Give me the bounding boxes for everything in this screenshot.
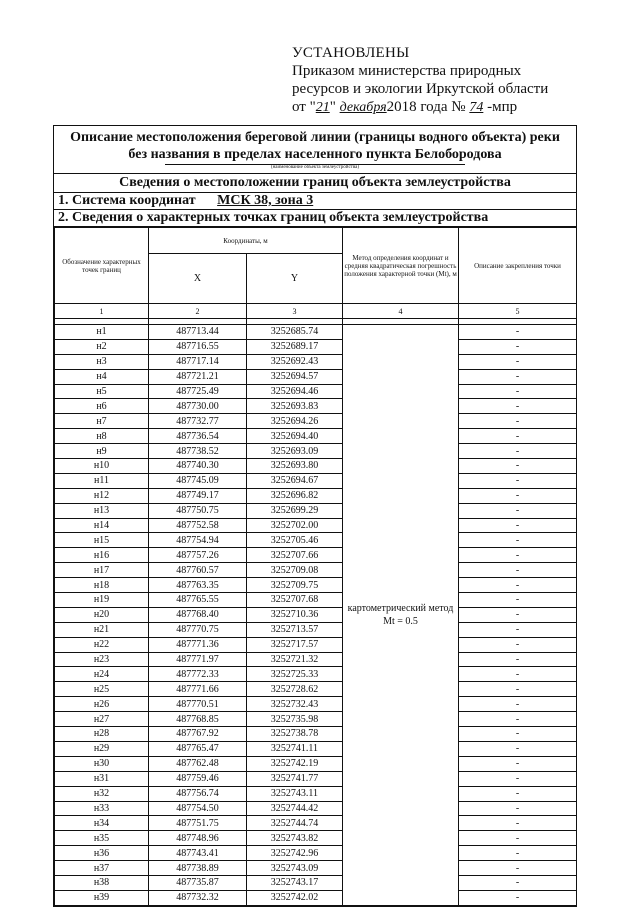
coordinate-y: 3252693.09 [247, 444, 343, 459]
coordinate-y: 3252694.67 [247, 473, 343, 488]
coordinate-y: 3252710.36 [247, 607, 343, 622]
fixing-description: - [459, 563, 577, 578]
header-x: X [149, 254, 247, 304]
date-quote: " [329, 99, 336, 115]
coordinate-x: 487759.46 [149, 771, 247, 786]
document-caption: (наименование объекта землеустройства) [165, 164, 465, 171]
table-row [55, 518, 577, 533]
fixing-description: - [459, 399, 577, 414]
point-id: н19 [55, 593, 149, 608]
point-id: н6 [55, 399, 149, 414]
column-number-1: 1 [55, 304, 149, 319]
coordinate-x: 487730.00 [149, 399, 247, 414]
coordinate-system-value: МСК 38, зона 3 [217, 193, 314, 208]
fixing-description: - [459, 429, 577, 444]
fixing-description: - [459, 488, 577, 503]
coordinate-x: 487732.77 [149, 414, 247, 429]
coordinate-x: 487749.17 [149, 488, 247, 503]
fixing-description: - [459, 697, 577, 712]
points-section-label: 2. Сведения о характерных точках границ объекта землеустройства [54, 210, 576, 227]
coordinate-y: 3252742.19 [247, 756, 343, 771]
fixing-description: - [459, 533, 577, 548]
point-id: н4 [55, 369, 149, 384]
column-number-5: 5 [459, 304, 577, 319]
coordinate-y: 3252742.02 [247, 890, 343, 905]
point-id: н37 [55, 861, 149, 876]
table-row [55, 384, 577, 399]
point-id: н12 [55, 488, 149, 503]
coordinate-x: 487754.94 [149, 533, 247, 548]
coordinate-system-label: 1. Система координат [58, 193, 196, 208]
coordinate-x: 487735.87 [149, 875, 247, 890]
fixing-description: - [459, 518, 577, 533]
point-id: н38 [55, 875, 149, 890]
fixing-description: - [459, 548, 577, 563]
table-row [55, 861, 577, 876]
table-row [55, 816, 577, 831]
table-row [55, 727, 577, 742]
table-row [55, 444, 577, 459]
coordinate-y: 3252732.43 [247, 697, 343, 712]
coordinate-x: 487765.47 [149, 741, 247, 756]
table-row [55, 339, 577, 354]
table-row [55, 786, 577, 801]
header-coordinates: Координаты, м [149, 228, 343, 254]
coordinate-x: 487716.55 [149, 339, 247, 354]
fixing-description: - [459, 771, 577, 786]
point-id: н32 [55, 786, 149, 801]
table-row [55, 548, 577, 563]
method-description: картометрический метод Mt = 0.5 [343, 325, 459, 906]
table-row [55, 429, 577, 444]
coordinate-y: 3252738.78 [247, 727, 343, 742]
table-row [55, 875, 577, 890]
coordinate-y: 3252707.68 [247, 593, 343, 608]
coordinate-y: 3252721.32 [247, 652, 343, 667]
table-row [55, 414, 577, 429]
coordinate-y: 3252743.17 [247, 875, 343, 890]
point-id: н13 [55, 503, 149, 518]
fixing-description: - [459, 384, 577, 399]
point-id: н28 [55, 727, 149, 742]
fixing-description: - [459, 354, 577, 369]
table-row [55, 563, 577, 578]
table-row [55, 593, 577, 608]
coordinate-y: 3252735.98 [247, 712, 343, 727]
coordinate-x: 487757.26 [149, 548, 247, 563]
order-suffix: -мпр [487, 99, 518, 115]
column-number-3: 3 [247, 304, 343, 319]
fixing-description: - [459, 667, 577, 682]
coordinate-x: 487752.58 [149, 518, 247, 533]
fixing-description: - [459, 325, 577, 340]
coordinate-x: 487767.92 [149, 727, 247, 742]
coordinate-y: 3252694.57 [247, 369, 343, 384]
coordinate-y: 3252694.26 [247, 414, 343, 429]
point-id: н15 [55, 533, 149, 548]
fixing-description: - [459, 786, 577, 801]
table-row [55, 831, 577, 846]
document-sheet [53, 125, 577, 907]
coordinate-x: 487771.36 [149, 637, 247, 652]
table-row [55, 622, 577, 637]
fixing-description: - [459, 741, 577, 756]
coordinate-x: 487760.57 [149, 563, 247, 578]
coordinate-y: 3252689.17 [247, 339, 343, 354]
fixing-description: - [459, 473, 577, 488]
table-row [55, 325, 577, 340]
table-row [55, 533, 577, 548]
coordinate-x: 487751.75 [149, 816, 247, 831]
table-row [55, 801, 577, 816]
coordinate-y: 3252744.74 [247, 816, 343, 831]
table-row [55, 741, 577, 756]
table-row [55, 667, 577, 682]
column-number-2: 2 [149, 304, 247, 319]
coordinate-y: 3252709.75 [247, 578, 343, 593]
fixing-description: - [459, 846, 577, 861]
table-row [55, 488, 577, 503]
point-id: н21 [55, 622, 149, 637]
coordinate-y: 3252744.42 [247, 801, 343, 816]
table-row [55, 369, 577, 384]
coordinate-x: 487713.44 [149, 325, 247, 340]
coordinate-y: 3252694.46 [247, 384, 343, 399]
coordinate-y: 3252728.62 [247, 682, 343, 697]
table-row [55, 712, 577, 727]
table-row [55, 846, 577, 861]
point-id: н36 [55, 846, 149, 861]
coordinate-y: 3252743.11 [247, 786, 343, 801]
coordinate-x: 487771.66 [149, 682, 247, 697]
coordinate-y: 3252743.82 [247, 831, 343, 846]
coordinate-x: 487750.75 [149, 503, 247, 518]
point-id: н11 [55, 473, 149, 488]
point-id: н31 [55, 771, 149, 786]
table-row [55, 637, 577, 652]
fixing-description: - [459, 593, 577, 608]
header-method: Метод определения координат и средняя квадратическая погрешность положения характерной точки (Mt), м [343, 228, 459, 304]
coordinate-y: 3252694.40 [247, 429, 343, 444]
point-id: н10 [55, 459, 149, 474]
coordinate-x: 487745.09 [149, 473, 247, 488]
point-id: н14 [55, 518, 149, 533]
point-id: н39 [55, 890, 149, 905]
column-number-4: 4 [343, 304, 459, 319]
point-id: н33 [55, 801, 149, 816]
fixing-description: - [459, 339, 577, 354]
date-day: 21 [315, 100, 330, 115]
coordinate-y: 3252693.80 [247, 459, 343, 474]
point-id: н35 [55, 831, 149, 846]
fixing-description: - [459, 444, 577, 459]
table-row [55, 652, 577, 667]
fixing-description: - [459, 369, 577, 384]
approval-block [292, 44, 592, 117]
points-table [54, 227, 577, 906]
point-id: н5 [55, 384, 149, 399]
point-id: н26 [55, 697, 149, 712]
points-table-body [55, 325, 577, 906]
fixing-description: - [459, 861, 577, 876]
coordinate-x: 487771.97 [149, 652, 247, 667]
point-id: н27 [55, 712, 149, 727]
approval-date-line [292, 98, 592, 117]
coordinate-y: 3252709.08 [247, 563, 343, 578]
coordinate-y: 3252702.00 [247, 518, 343, 533]
coordinate-x: 487756.74 [149, 786, 247, 801]
coordinate-x: 487740.30 [149, 459, 247, 474]
fixing-description: - [459, 727, 577, 742]
table-row [55, 771, 577, 786]
fixing-description: - [459, 503, 577, 518]
point-id: н34 [55, 816, 149, 831]
coordinate-y: 3252693.83 [247, 399, 343, 414]
fixing-description: - [459, 801, 577, 816]
point-id: н16 [55, 548, 149, 563]
coordinate-x: 487772.33 [149, 667, 247, 682]
fixing-description: - [459, 712, 577, 727]
coordinate-x: 487768.40 [149, 607, 247, 622]
point-id: н29 [55, 741, 149, 756]
coordinate-x: 487765.55 [149, 593, 247, 608]
fixing-description: - [459, 637, 577, 652]
fixing-description: - [459, 682, 577, 697]
coordinate-x: 487762.48 [149, 756, 247, 771]
section-title: Сведения о местоположении границ объекта землеустройства [54, 174, 576, 193]
order-number: 74 [469, 100, 484, 115]
coordinate-system-row [54, 193, 576, 210]
coordinate-y: 3252725.33 [247, 667, 343, 682]
coordinate-x: 487725.49 [149, 384, 247, 399]
date-month: декабря [339, 100, 387, 115]
point-id: н23 [55, 652, 149, 667]
table-row [55, 473, 577, 488]
header-y: Y [247, 254, 343, 304]
coordinate-x: 487738.89 [149, 861, 247, 876]
header-point: Обозначение характерных точек границ [55, 228, 149, 304]
point-id: н17 [55, 563, 149, 578]
table-row [55, 459, 577, 474]
point-id: н25 [55, 682, 149, 697]
coordinate-x: 487768.85 [149, 712, 247, 727]
coordinate-y: 3252707.66 [247, 548, 343, 563]
coordinate-y: 3252741.11 [247, 741, 343, 756]
coordinate-y: 3252685.74 [247, 325, 343, 340]
table-row [55, 890, 577, 905]
table-row [55, 399, 577, 414]
fixing-description: - [459, 831, 577, 846]
fixing-description: - [459, 578, 577, 593]
point-id: н3 [55, 354, 149, 369]
coordinate-y: 3252699.29 [247, 503, 343, 518]
point-id: н18 [55, 578, 149, 593]
coordinate-y: 3252705.46 [247, 533, 343, 548]
coordinate-x: 487721.21 [149, 369, 247, 384]
fixing-description: - [459, 875, 577, 890]
fixing-description: - [459, 652, 577, 667]
fixing-description: - [459, 622, 577, 637]
coordinate-x: 487732.32 [149, 890, 247, 905]
coordinate-y: 3252696.82 [247, 488, 343, 503]
coordinate-x: 487743.41 [149, 846, 247, 861]
fixing-description: - [459, 816, 577, 831]
coordinate-y: 3252741.77 [247, 771, 343, 786]
coordinate-y: 3252692.43 [247, 354, 343, 369]
point-id: н24 [55, 667, 149, 682]
point-id: н2 [55, 339, 149, 354]
title-block [54, 126, 576, 174]
date-year: 2018 года № [386, 99, 466, 115]
point-id: н9 [55, 444, 149, 459]
table-row [55, 503, 577, 518]
table-row [55, 607, 577, 622]
point-id: н7 [55, 414, 149, 429]
coordinate-y: 3252713.57 [247, 622, 343, 637]
document-title: Описание местоположения береговой линии (границы водного объекта) реки без названия в пределах населенного пункта Белобородова [70, 130, 560, 162]
fixing-description: - [459, 890, 577, 905]
table-row [55, 578, 577, 593]
coordinate-x: 487717.14 [149, 354, 247, 369]
table-row [55, 354, 577, 369]
table-row [55, 697, 577, 712]
coordinate-y: 3252717.57 [247, 637, 343, 652]
coordinate-x: 487770.51 [149, 697, 247, 712]
coordinate-x: 487754.50 [149, 801, 247, 816]
header-fixing: Описание закрепления точки [459, 228, 577, 304]
coordinate-y: 3252743.09 [247, 861, 343, 876]
approval-order-line: Приказом министерства природных [292, 63, 522, 79]
table-row [55, 756, 577, 771]
table-row [55, 682, 577, 697]
coordinate-x: 487736.54 [149, 429, 247, 444]
coordinate-x: 487763.35 [149, 578, 247, 593]
fixing-description: - [459, 459, 577, 474]
coordinate-y: 3252742.96 [247, 846, 343, 861]
fixing-description: - [459, 756, 577, 771]
coordinate-x: 487748.96 [149, 831, 247, 846]
point-id: н8 [55, 429, 149, 444]
point-id: н30 [55, 756, 149, 771]
coordinate-x: 487738.52 [149, 444, 247, 459]
point-id: н20 [55, 607, 149, 622]
point-id: н1 [55, 325, 149, 340]
fixing-description: - [459, 607, 577, 622]
fixing-description: - [459, 414, 577, 429]
approval-ministry-line: ресурсов и экологии Иркутской области [292, 81, 549, 97]
point-id: н22 [55, 637, 149, 652]
date-prefix: от " [292, 99, 316, 115]
approval-title: УСТАНОВЛЕНЫ [292, 45, 410, 61]
coordinate-x: 487770.75 [149, 622, 247, 637]
